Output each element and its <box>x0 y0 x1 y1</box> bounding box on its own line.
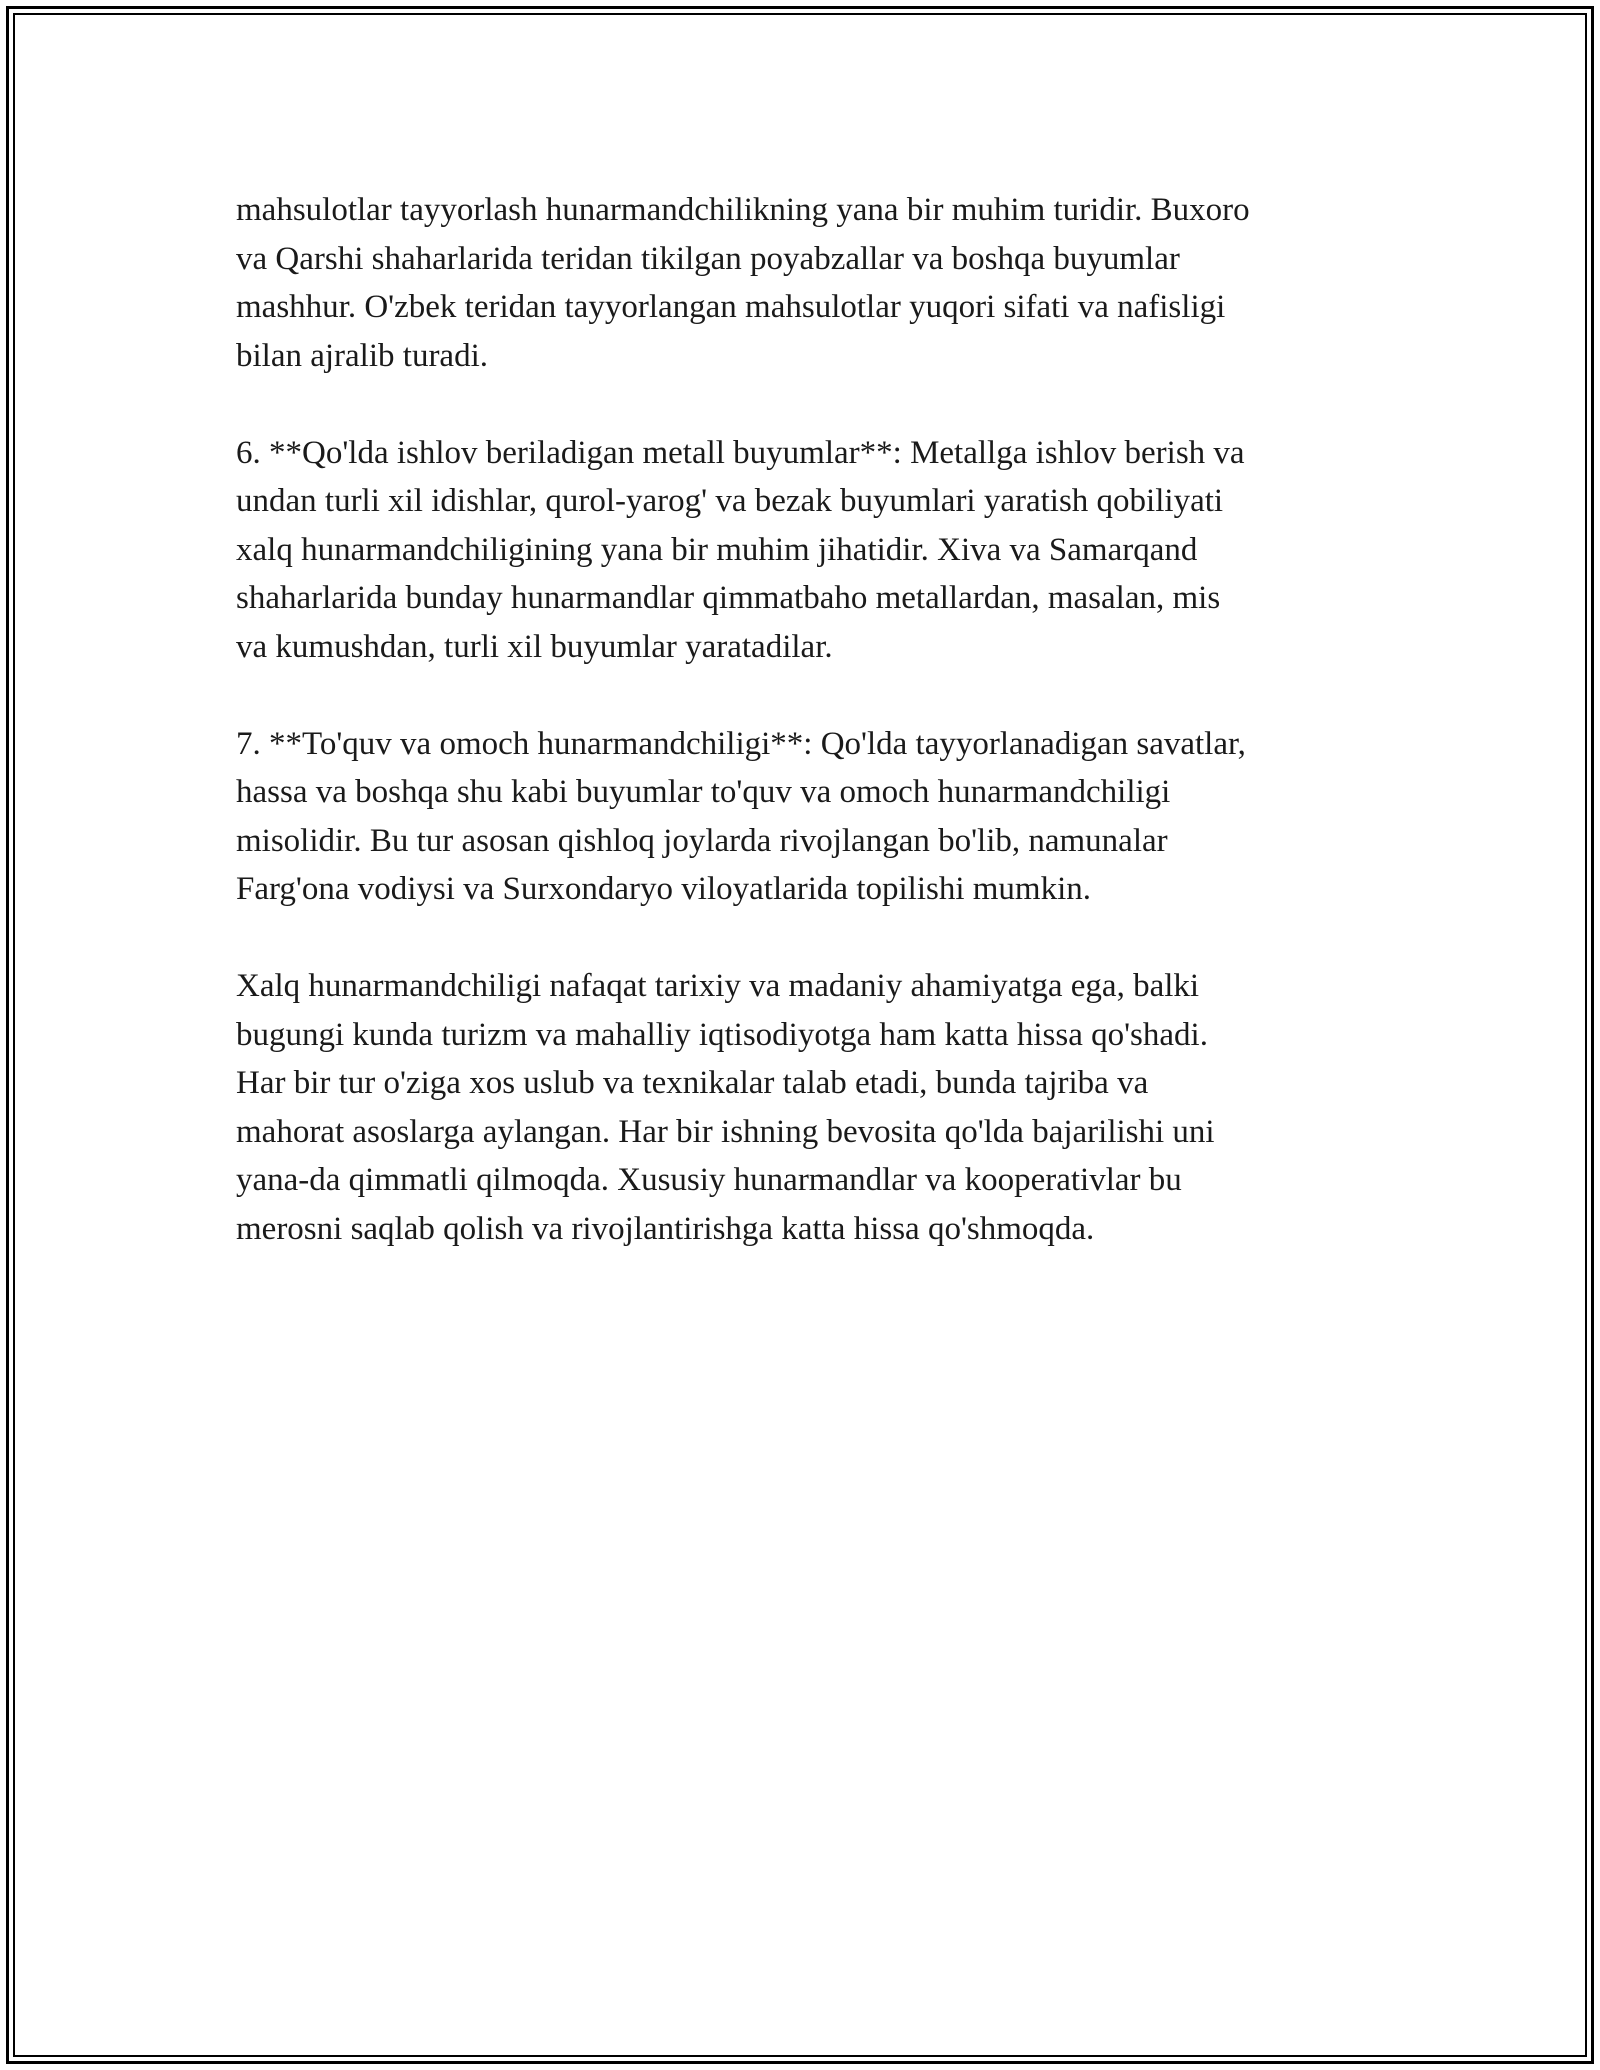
text-line: mashhur. O'zbek teridan tayyorlangan mahsulotlar yuqori sifati va nafisligi <box>236 289 1226 325</box>
text-line: va kumushdan, turli xil buyumlar yaratadilar. <box>236 628 833 665</box>
text-line: shaharlarida bunday hunarmandlar qimmatbaho metallardan, masalan, mis <box>236 580 1221 616</box>
paragraph-leather-goods <box>236 186 1386 380</box>
text-line: va Qarshi shaharlarida teridan tikilgan poyabzallar va boshqa buyumlar <box>236 240 1180 277</box>
text-line: hassa va boshqa shu kabi buyumlar to'quv va omoch hunarmandchiligi <box>236 774 1171 810</box>
text-line: merosni saqlab qolish va rivojlantirishga katta hissa qo'shmoqda. <box>236 1210 1095 1247</box>
text-line: undan turli xil idishlar, qurol-yarog' va bezak buyumlari yaratish qobiliyati <box>236 483 1224 519</box>
text-line: bugungi kunda turizm va mahalliy iqtisodiyotga ham katta hissa qo'shadi. <box>236 1016 1208 1053</box>
text-line: mahsulotlar tayyorlash hunarmandchilikning yana bir muhim turidir. Buxoro <box>236 192 1250 228</box>
paragraph-metal-items <box>236 429 1386 672</box>
text-line: bilan ajralib turadi. <box>236 337 488 374</box>
text-line: yana-da qimmatli qilmoqda. Xususiy hunarmandlar va kooperativlar bu <box>236 1162 1182 1198</box>
paragraph-conclusion <box>236 962 1386 1253</box>
document-body <box>236 186 1386 1302</box>
text-line: Har bir tur o'ziga xos uslub va texnikalar talab etadi, bunda tajriba va <box>236 1065 1149 1101</box>
text-line: mahorat asoslarga aylangan. Har bir ishning bevosita qo'lda bajarilishi uni <box>236 1113 1215 1150</box>
text-line: Xalq hunarmandchiligi nafaqat tarixiy va madaniy ahamiyatga ega, balki <box>236 968 1200 1004</box>
text-line: 6. **Qo'lda ishlov beriladigan metall buyumlar**: Metallga ishlov berish va <box>236 434 1245 471</box>
text-line: Farg'ona vodiysi va Surxondaryo viloyatlarida topilishi mumkin. <box>236 871 1092 907</box>
text-line: xalq hunarmandchiligining yana bir muhim jihatidir. Xiva va Samarqand <box>236 531 1198 568</box>
text-line: 7. **To'quv va omoch hunarmandchiligi**: Qo'lda tayyorlanadigan savatlar, <box>236 725 1246 762</box>
paragraph-weaving <box>236 720 1386 914</box>
text-line: misolidir. Bu tur asosan qishloq joylarda rivojlangan bo'lib, namunalar <box>236 822 1168 859</box>
